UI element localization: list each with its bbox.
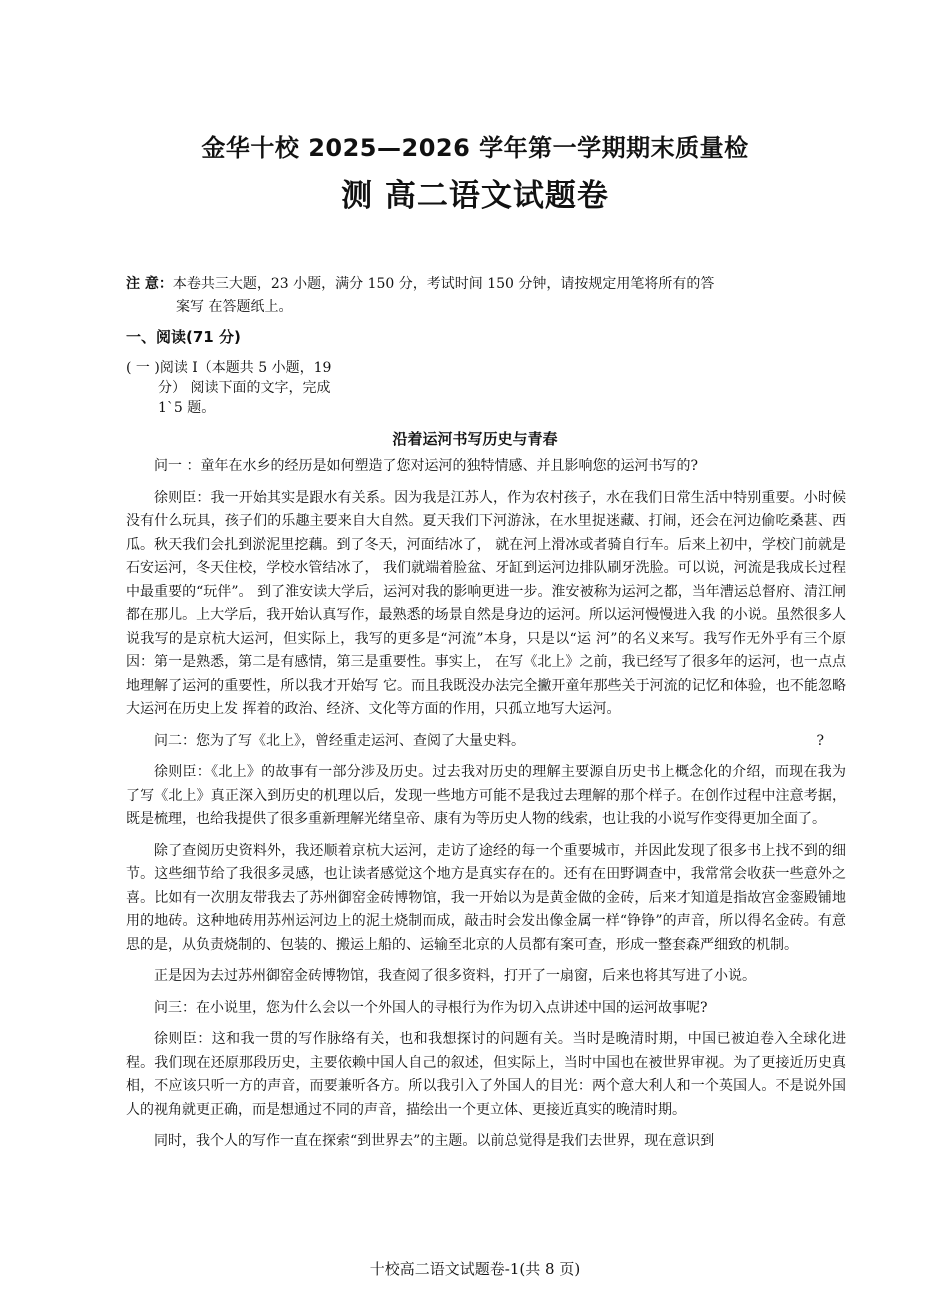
article-paragraph: 除了查阅历史资料外，我还顺着京杭大运河，走访了途经的每一个重要城市，并因此发现了很多书上找不到的细节。这些细节给了我很多灵感，也让读者感觉这个地方是真实存在的。还有在田野调查中，我常常会收获一些意外之喜。比如有一次朋友带我去了苏州御窑金砖博物馆，我一开始以为是黄金做的金砖，后来才知道是指故宫金銮殿铺地用的地砖。这种地砖用苏州运河边上的泥土烧制而成，敲击时会发出像金属一样“铮铮”的声音，所以得名金砖。有意思的是，从负责烧制的、包装的、搬运上船的、运输至北京的人员都有案可查，形成一整套森严细致的机制。 <box>126 842 846 953</box>
page-footer: 十校高二语文试题卷-1(共 8 页) <box>369 1260 581 1278</box>
reading-instruction <box>126 358 386 418</box>
article-paragraph: 徐则臣：这和我一贯的写作脉络有关，也和我想探讨的问题有关。当时是晚清时期，中国已被迫卷入全球化进程。我们现在还原那段历史，主要依赖中国人自己的叙述，但实际上，当时中国也在被世界审视。为了更接近历史真相，不应该只听一方的声音，而要兼听各方。所以我引入了外国人的目光：两个意大利人和一个英国人。不是说外国人的视角就更正确，而是想通过不同的声音，描绘出一个更立体、更接近真实的晚清时期。 <box>126 1031 846 1118</box>
section-heading: 一、阅读(71 分) <box>126 328 241 346</box>
reading-line2: 分） 阅读下面的文字，完成 <box>158 380 331 396</box>
article-paragraph: 徐则臣：《北上》的故事有一部分涉及历史。过去我对历史的理解主要源自历史书上概念化的介绍，而现在我为了写《北上》真正深入到历史的机理以后，发现一些地方可能不是我过去理解的那个样子。在创作过程中注意考据，既是梳理，也给我提供了很多重新理解光绪皇帝、康有为等历史人物的线索，也让我的小说写作变得更加全面了。 <box>126 764 846 827</box>
q2-text: 问二：您为了写《北上》，曾经重走运河、查阅了大量史料。 <box>154 732 525 749</box>
article-paragraph: 问三：在小说里，您为什么会以一个外国人的寻根行为作为切入点讲述中国的运河故事呢? <box>154 999 708 1016</box>
article-body <box>126 455 846 1162</box>
reading-line3: 1`5 题。 <box>158 400 216 416</box>
article-paragraph-q2 <box>126 730 846 754</box>
exam-title-line1: 金华十校 2025—2026 学年第一学期期末质量检 <box>201 134 749 162</box>
article-paragraph: 问一 ：童年在水乡的经历是如何塑造了您对运河的独特情感、并且影响您的运河书写的? <box>154 458 698 474</box>
exam-notice <box>126 273 826 319</box>
exam-title-line2: 测 高二语文试题卷 <box>341 178 609 214</box>
article-title: 沿着运河书写历史与青春 <box>392 430 558 448</box>
article-paragraph: 正是因为去过苏州御窑金砖博物馆，我查阅了很多资料，打开了一扇窗，后来也将其写进了小说。 <box>154 968 756 984</box>
q2-question-mark: ? <box>816 732 824 749</box>
reading-line1: ( 一 )阅读 I（本题共 5 小题，19 <box>126 360 332 376</box>
notice-label: 注 意： <box>126 276 173 292</box>
article-paragraph: 同时，我个人的写作一直在探索“到世界去”的主题。以前总觉得是我们去世界，现在意识到 <box>154 1133 715 1149</box>
notice-text-line1: 本卷共三大题，23 小题，满分 150 分，考试时间 150 分钟，请按规定用笔将所有的答 <box>172 276 715 292</box>
notice-text-line2: 案写 在答题纸上。 <box>176 299 293 315</box>
article-paragraph: 徐则臣：我一开始其实是跟水有关系。因为我是江苏人，作为农村孩子，水在我们日常生活中特别重要。小时候没有什么玩具，孩子们的乐趣主要来自大自然。夏天我们下河游泳，在水里捉迷藏、打闹，还会在河边偷吃桑葚、西瓜。秋天我们会扎到淤泥里挖藕。到了冬天，河面结冰了， 就在河上滑冰或者骑自行车。后来上初中，学校门前就是石安运河，冬天住校，学校水管结冰了， 我们就端着脸盆、牙缸到运河边排队刷牙洗脸。可以说，河流是我成长过程中最重要的“玩伴”。 到了淮安读大学后，运河对我的影响更进一步。淮安被称为运河之都，当年漕运总督府、清江闸 都在那儿。上大学后，我开始认真写作，最熟悉的场景自然是身边的运河。所以运河慢慢进入我 的小说。虽然很多人说我写的是京杭大运河，但实际上，我写的更多是“河流”本身，只是以“运 河”的名义来写。我写作无外乎有三个原因：第一是熟悉，第二是有感情，第三是重要性。事实上， 在写《北上》之前，我已经写了很多年的运河，也一点点地理解了运河的重要性，所以我才开始写 它。而且我既没办法完全撇开童年那些关于河流的记忆和体验，也不能忽略大运河在历史上发 挥着的政治、经济、文化等方面的作用，只孤立地写大运河。 <box>126 489 846 717</box>
